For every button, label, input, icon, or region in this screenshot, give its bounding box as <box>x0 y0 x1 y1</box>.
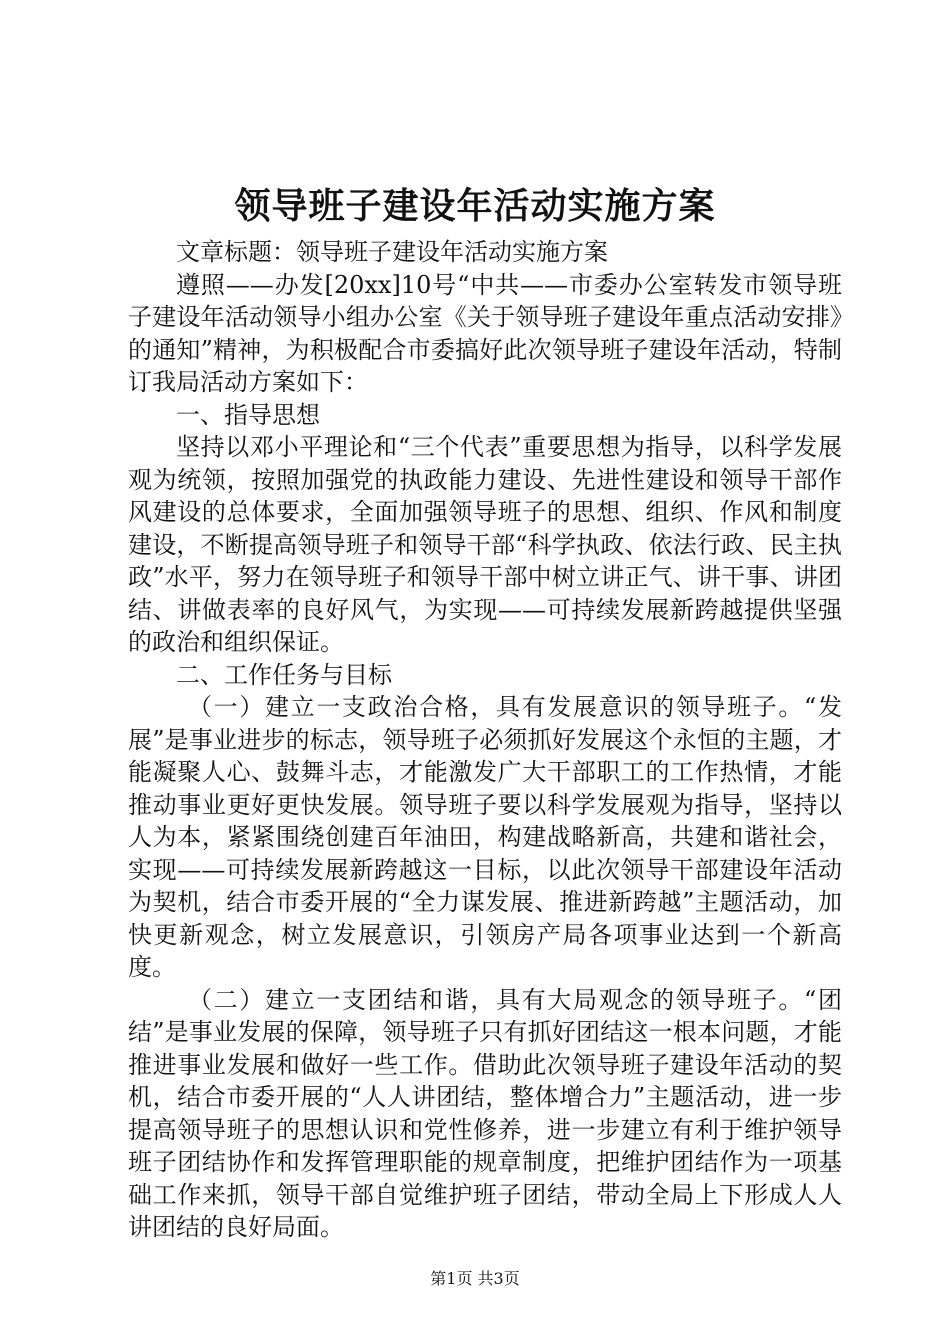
section-heading-guiding-ideology: 一、指导思想 <box>176 400 320 429</box>
section-heading-tasks-goals: 二、工作任务与目标 <box>176 660 392 689</box>
task-two-paragraph: （二）建立一支团结和谐，具有大局观念的领导班子。“团结”是事业发展的保障，领导班子只有抓好团结这一根本问题，才能推进事业发展和做好一些工作。借助此次领导班子建设年活动的契机，结合市委开展的“人人讲团结，整体增合力”主题活动，进一步提高领导班子的思想认识和党性修养，进一步建立有利于维护领导班子团结协作和发挥管理职能的规章制度，把维护团结作为一项基础工作来抓，领导干部自觉维护班子团结，带动全局上下形成人人讲团结的良好局面。 <box>128 985 842 1241</box>
guiding-ideology-paragraph: 坚持以邓小平理论和“三个代表”重要思想为指导，以科学发展观为统领，按照加强党的执政能力建设、先进性建设和领导干部作风建设的总体要求，全面加强领导班子的思想、组织、作风和制度建设，不断提高领导班子和领导干部“科学执政、依法行政、民主执政”水平，努力在领导班子和领导干部中树立讲正气、讲干事、讲团结、讲做表率的良好风气，为实现——可持续发展新跨越提供坚强的政治和组织保证。 <box>128 433 842 656</box>
page-title: 领导班子建设年活动实施方案 <box>234 185 716 227</box>
article-title-line: 文章标题：领导班子建设年活动实施方案 <box>176 238 608 266</box>
page-number-footer: 第1页 共3页 <box>430 1269 520 1288</box>
task-one-paragraph: （一）建立一支政治合格，具有发展意识的领导班子。“发展”是事业进步的标志，领导班子必须抓好发展这个永恒的主题，才能凝聚人心、鼓舞斗志，才能激发广大干部职工的工作热情，才能推动事业更好更快发展。领导班子要以科学发展观为指导，坚持以人为本，紧紧围绕创建百年油田，构建战略新高，共建和谐社会，实现——可持续发展新跨越这一目标，以此次领导干部建设年活动为契机，结合市委开展的“全力谋发展、推进新跨越”主题活动，加快更新观念，树立发展意识，引领房产局各项事业达到一个新高度。 <box>128 693 842 981</box>
document-body <box>128 236 842 1244</box>
intro-paragraph: 遵照——办发[20xx]10号“中共——市委办公室转发市领导班子建设年活动领导小组办公室《关于领导班子建设年重点活动安排》的通知”精神，为积极配合市委搞好此次领导班子建设年活动，特制订我局活动方案如下： <box>128 270 842 396</box>
